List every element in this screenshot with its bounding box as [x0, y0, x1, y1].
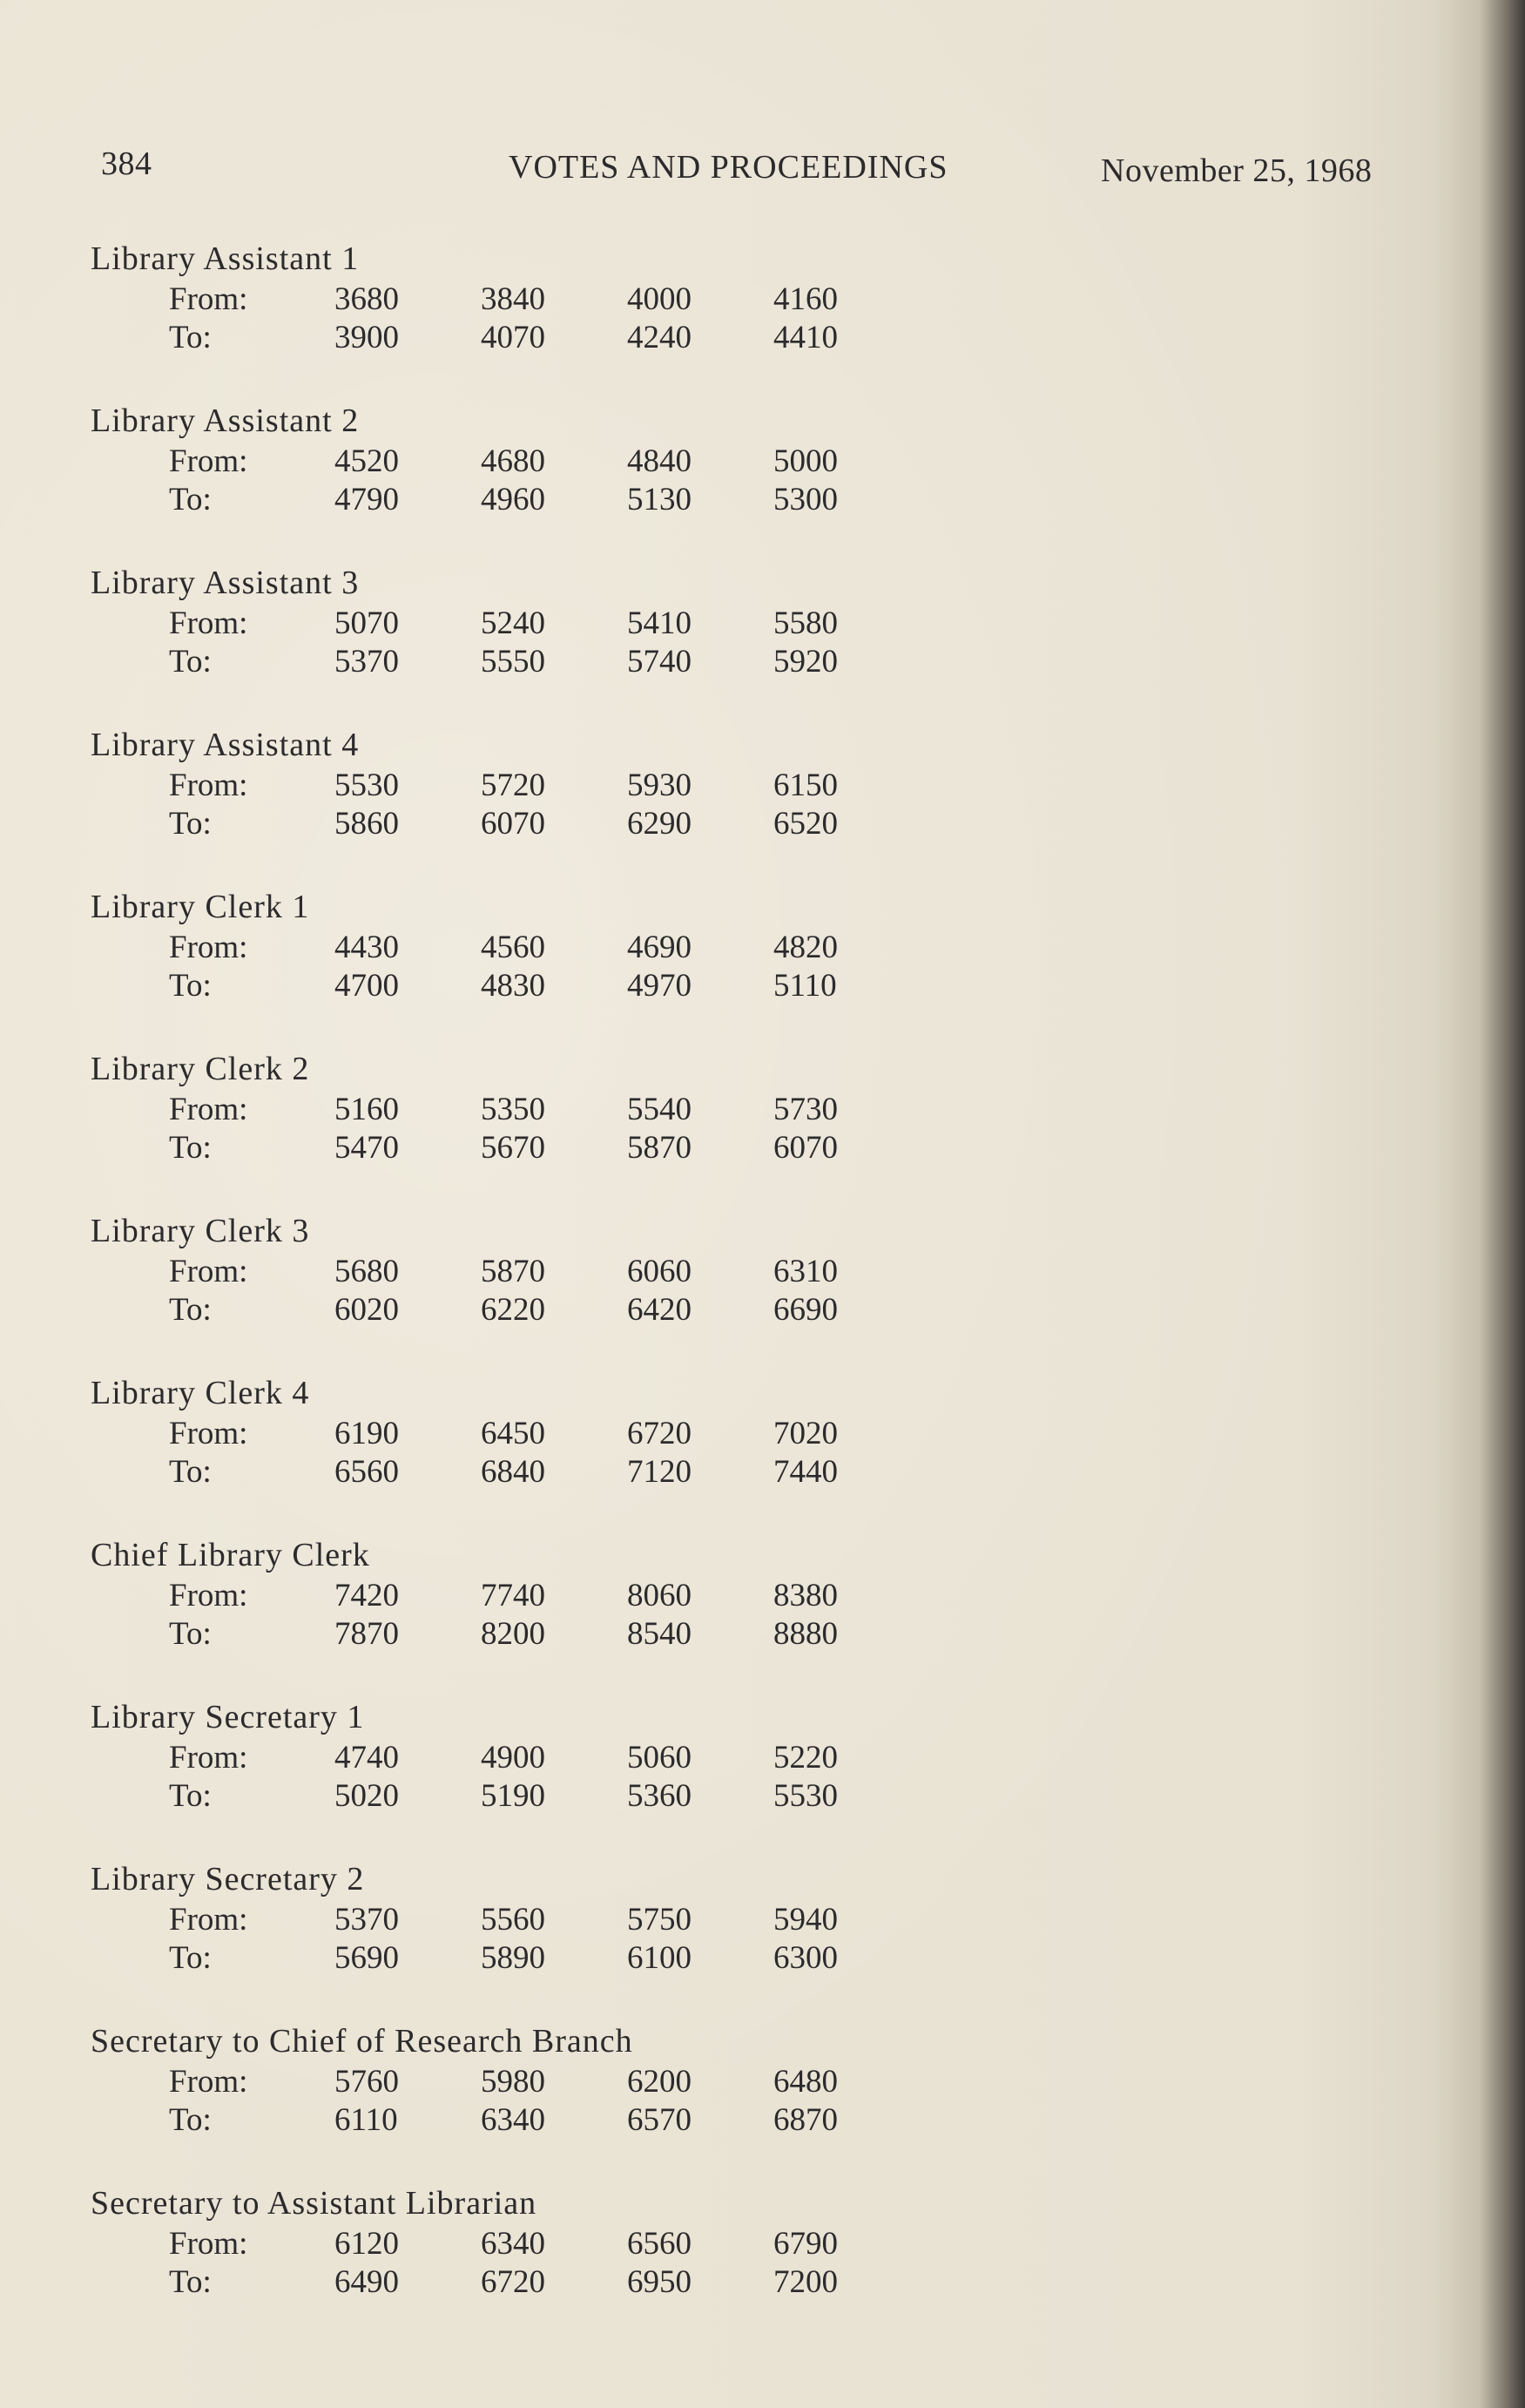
- from-label: From:: [169, 1740, 248, 1776]
- to-value: 5690: [334, 1940, 399, 1976]
- from-value: 4740: [334, 1740, 399, 1776]
- from-row: [91, 281, 962, 319]
- from-value: 6120: [334, 2226, 399, 2262]
- from-value: 5720: [481, 768, 545, 803]
- to-label: To:: [169, 644, 212, 680]
- from-value: 6060: [627, 1254, 692, 1289]
- from-label: From:: [169, 605, 248, 641]
- from-label: From:: [169, 2064, 248, 2100]
- salary-entry: [91, 723, 962, 885]
- to-value: 8540: [627, 1616, 692, 1652]
- to-value: 6340: [481, 2102, 545, 2138]
- to-value: 5860: [334, 806, 399, 842]
- from-value: 5940: [773, 1902, 838, 1938]
- from-label: From:: [169, 930, 248, 965]
- to-label: To:: [169, 1292, 212, 1328]
- salary-entry: [91, 1857, 962, 2019]
- from-value: 6790: [773, 2226, 838, 2262]
- from-value: 5370: [334, 1902, 399, 1938]
- from-value: 5060: [627, 1740, 692, 1776]
- from-value: 7740: [481, 1578, 545, 1613]
- to-value: 7120: [627, 1454, 692, 1490]
- position-title: Library Assistant 3: [91, 565, 360, 601]
- from-value: 8380: [773, 1578, 838, 1613]
- salary-entry: [91, 1209, 962, 1371]
- to-value: 5890: [481, 1940, 545, 1976]
- salary-entry: [91, 2019, 962, 2181]
- from-value: 5760: [334, 2064, 399, 2100]
- position-title: Library Clerk 3: [91, 1213, 310, 1249]
- salary-entry: [91, 2181, 962, 2344]
- position-title: Library Assistant 2: [91, 402, 360, 439]
- from-row: [91, 443, 962, 481]
- from-value: 5580: [773, 605, 838, 641]
- from-row: [91, 1901, 962, 1939]
- from-value: 6150: [773, 768, 838, 803]
- to-value: 4070: [481, 320, 545, 355]
- page-header: [101, 145, 1425, 197]
- to-value: 6870: [773, 2102, 838, 2138]
- from-label: From:: [169, 281, 248, 317]
- to-value: 6070: [481, 806, 545, 842]
- from-value: 5560: [481, 1902, 545, 1938]
- position-title: Library Assistant 4: [91, 727, 360, 763]
- salary-entry: [91, 1533, 962, 1695]
- to-value: 6420: [627, 1292, 692, 1328]
- to-row: [91, 1777, 962, 1816]
- to-label: To:: [169, 482, 212, 517]
- to-value: 6690: [773, 1292, 838, 1328]
- salary-entry: [91, 1695, 962, 1857]
- to-label: To:: [169, 1940, 212, 1976]
- salary-entry: [91, 399, 962, 561]
- page-date: November 25, 1968: [1101, 152, 1373, 189]
- from-value: 4000: [627, 281, 692, 317]
- from-value: 4690: [627, 930, 692, 965]
- to-value: 5870: [627, 1130, 692, 1166]
- to-value: 8880: [773, 1616, 838, 1652]
- from-value: 5540: [627, 1092, 692, 1127]
- from-value: 5000: [773, 443, 838, 479]
- to-row: [91, 1615, 962, 1654]
- salary-list: [91, 237, 962, 2344]
- from-value: 6190: [334, 1416, 399, 1451]
- to-row: [91, 1939, 962, 1978]
- to-value: 6020: [334, 1292, 399, 1328]
- to-value: 4960: [481, 482, 545, 517]
- from-label: From:: [169, 443, 248, 479]
- from-value: 6720: [627, 1416, 692, 1451]
- to-value: 5920: [773, 644, 838, 680]
- to-value: 7440: [773, 1454, 838, 1490]
- to-value: 4410: [773, 320, 838, 355]
- salary-entry: [91, 237, 962, 399]
- from-value: 5410: [627, 605, 692, 641]
- to-value: 4830: [481, 968, 545, 1004]
- to-value: 5130: [627, 482, 692, 517]
- from-value: 6450: [481, 1416, 545, 1451]
- to-value: 6110: [334, 2102, 398, 2138]
- from-value: 5680: [334, 1254, 399, 1289]
- position-title: Secretary to Assistant Librarian: [91, 2185, 537, 2222]
- from-value: 4560: [481, 930, 545, 965]
- position-title: Library Clerk 1: [91, 889, 310, 925]
- position-title: Library Assistant 1: [91, 240, 360, 277]
- from-value: 4160: [773, 281, 838, 317]
- from-value: 5070: [334, 605, 399, 641]
- to-value: 4700: [334, 968, 399, 1004]
- to-row: [91, 805, 962, 843]
- from-row: [91, 2225, 962, 2263]
- to-value: 5300: [773, 482, 838, 517]
- from-value: 5870: [481, 1254, 545, 1289]
- to-row: [91, 1291, 962, 1329]
- from-value: 4430: [334, 930, 399, 965]
- to-row: [91, 2101, 962, 2140]
- to-value: 7200: [773, 2264, 838, 2300]
- to-row: [91, 1129, 962, 1167]
- from-value: 5240: [481, 605, 545, 641]
- to-value: 5670: [481, 1130, 545, 1166]
- to-value: 6720: [481, 2264, 545, 2300]
- to-value: 4970: [627, 968, 692, 1004]
- from-value: 5160: [334, 1092, 399, 1127]
- to-value: 5190: [481, 1778, 545, 1814]
- from-label: From:: [169, 1092, 248, 1127]
- position-title: Chief Library Clerk: [91, 1537, 370, 1573]
- from-value: 7020: [773, 1416, 838, 1451]
- from-row: [91, 2063, 962, 2101]
- position-title: Library Secretary 1: [91, 1699, 365, 1735]
- from-label: From:: [169, 2226, 248, 2262]
- salary-entry: [91, 1371, 962, 1533]
- to-value: 6840: [481, 1454, 545, 1490]
- salary-entry: [91, 1047, 962, 1209]
- from-label: From:: [169, 1416, 248, 1451]
- from-row: [91, 1739, 962, 1777]
- from-row: [91, 1415, 962, 1453]
- from-value: 6340: [481, 2226, 545, 2262]
- to-label: To:: [169, 1616, 212, 1652]
- page-number: 384: [101, 145, 152, 182]
- to-value: 4240: [627, 320, 692, 355]
- from-row: [91, 1577, 962, 1615]
- from-row: [91, 1253, 962, 1291]
- from-value: 4520: [334, 443, 399, 479]
- salary-entry: [91, 561, 962, 723]
- from-value: 5220: [773, 1740, 838, 1776]
- from-value: 4680: [481, 443, 545, 479]
- to-value: 5740: [627, 644, 692, 680]
- from-row: [91, 605, 962, 643]
- to-label: To:: [169, 968, 212, 1004]
- to-label: To:: [169, 2264, 212, 2300]
- to-row: [91, 481, 962, 519]
- to-value: 6950: [627, 2264, 692, 2300]
- to-row: [91, 643, 962, 681]
- to-value: 5470: [334, 1130, 399, 1166]
- from-value: 5350: [481, 1092, 545, 1127]
- running-title: VOTES AND PROCEEDINGS: [509, 149, 948, 186]
- from-value: 6480: [773, 2064, 838, 2100]
- from-row: [91, 1091, 962, 1129]
- to-value: 5110: [773, 968, 837, 1004]
- to-label: To:: [169, 2102, 212, 2138]
- to-row: [91, 2263, 962, 2302]
- to-row: [91, 319, 962, 357]
- from-row: [91, 767, 962, 805]
- to-value: 6070: [773, 1130, 838, 1166]
- from-label: From:: [169, 1578, 248, 1613]
- position-title: Library Clerk 2: [91, 1051, 310, 1087]
- to-value: 3900: [334, 320, 399, 355]
- to-value: 6520: [773, 806, 838, 842]
- from-label: From:: [169, 1254, 248, 1289]
- from-value: 3680: [334, 281, 399, 317]
- to-value: 6100: [627, 1940, 692, 1976]
- to-value: 6290: [627, 806, 692, 842]
- salary-entry: [91, 885, 962, 1047]
- from-label: From:: [169, 768, 248, 803]
- from-value: 4900: [481, 1740, 545, 1776]
- to-value: 6300: [773, 1940, 838, 1976]
- to-value: 4790: [334, 482, 399, 517]
- from-value: 6560: [627, 2226, 692, 2262]
- from-value: 4840: [627, 443, 692, 479]
- to-row: [91, 1453, 962, 1491]
- from-label: From:: [169, 1902, 248, 1938]
- to-value: 5360: [627, 1778, 692, 1814]
- to-value: 5020: [334, 1778, 399, 1814]
- from-value: 6200: [627, 2064, 692, 2100]
- to-label: To:: [169, 1130, 212, 1166]
- to-label: To:: [169, 1454, 212, 1490]
- to-value: 8200: [481, 1616, 545, 1652]
- to-value: 6570: [627, 2102, 692, 2138]
- to-value: 6560: [334, 1454, 399, 1490]
- from-value: 5730: [773, 1092, 838, 1127]
- to-row: [91, 967, 962, 1005]
- position-title: Secretary to Chief of Research Branch: [91, 2023, 633, 2060]
- from-value: 5930: [627, 768, 692, 803]
- from-value: 4820: [773, 930, 838, 965]
- from-value: 5530: [334, 768, 399, 803]
- to-value: 7870: [334, 1616, 399, 1652]
- from-value: 7420: [334, 1578, 399, 1613]
- position-title: Library Secretary 2: [91, 1861, 365, 1897]
- position-title: Library Clerk 4: [91, 1375, 310, 1411]
- to-label: To:: [169, 1778, 212, 1814]
- to-value: 6220: [481, 1292, 545, 1328]
- from-value: 3840: [481, 281, 545, 317]
- from-value: 8060: [627, 1578, 692, 1613]
- to-value: 6490: [334, 2264, 399, 2300]
- to-value: 5550: [481, 644, 545, 680]
- from-value: 5750: [627, 1902, 692, 1938]
- from-value: 5980: [481, 2064, 545, 2100]
- to-value: 5370: [334, 644, 399, 680]
- to-label: To:: [169, 320, 212, 355]
- to-label: To:: [169, 806, 212, 842]
- from-row: [91, 929, 962, 967]
- to-value: 5530: [773, 1778, 838, 1814]
- from-value: 6310: [773, 1254, 838, 1289]
